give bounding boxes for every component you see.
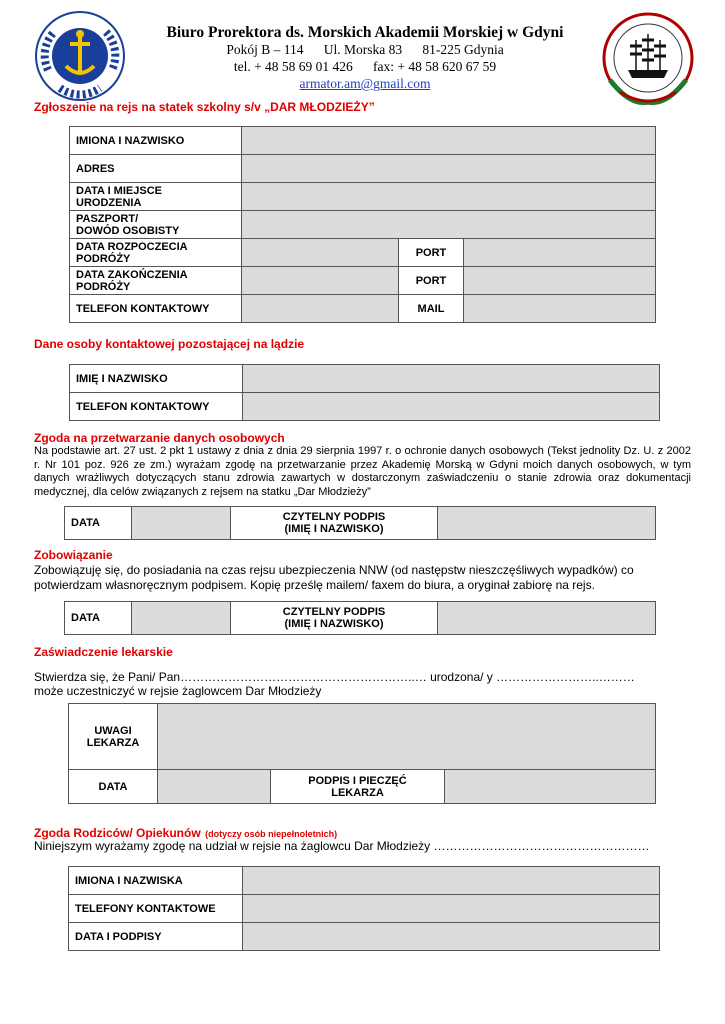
contact-name-label: IMIĘ I NAZWISKO: [70, 365, 243, 393]
start-date-field[interactable]: [242, 239, 399, 267]
mail-label: MAIL: [399, 295, 464, 323]
medical-line-2: może uczestniczyć w rejsie żaglowcem Dar Młodzieży: [34, 684, 322, 698]
application-table: [69, 126, 656, 323]
email-link[interactable]: armator.am@gmail.com: [299, 76, 431, 91]
header-title: Biuro Prorektora ds. Morskich Akademii Morskiej w Gdyni: [166, 24, 564, 41]
consent-signature-label: CZYTELNY PODPIS (IMIĘ I NAZWISKO): [231, 507, 438, 540]
medical-line-1: Stwierdza się, że Pani/ Pan…………………………………………………..… urodzona/ y ……………………..………: [34, 670, 635, 684]
academy-logo: [34, 10, 126, 102]
parents-names-label: IMIONA I NAZWISKA: [69, 867, 243, 895]
obligation-date-label: DATA: [65, 602, 132, 635]
obligation-date-field[interactable]: [132, 602, 231, 635]
contact-name-field[interactable]: [243, 365, 660, 393]
consent-signature-field[interactable]: [438, 507, 656, 540]
academy-seal-icon: [34, 10, 126, 102]
contact-phone-label: TELEFON KONTAKTOWY: [70, 393, 243, 421]
consent-date-field[interactable]: [132, 507, 231, 540]
ship-logo: [600, 10, 696, 110]
section4-heading: Zobowiązanie: [34, 548, 113, 562]
doctor-stamp-field[interactable]: [445, 770, 656, 804]
consent-signature-table: [64, 506, 656, 540]
end-port-label: PORT: [399, 267, 464, 295]
doctor-remarks-label: UWAGI LEKARZA: [69, 704, 158, 770]
start-date-label: DATA ROZPOCZECIA PODRÓŻY: [70, 239, 242, 267]
ship-badge-icon: [600, 10, 696, 110]
doctor-stamp-label: PODPIS I PIECZĘĆ LEKARZA: [271, 770, 445, 804]
doctor-remarks-field[interactable]: [158, 704, 656, 770]
obligation-signature-label: CZYTELNY PODPIS (IMIĘ I NAZWISKO): [231, 602, 438, 635]
parents-table: [68, 866, 660, 951]
parents-phones-label: TELEFONY KONTAKTOWE: [69, 895, 243, 923]
birth-label: DATA I MIEJSCE URODZENIA: [70, 183, 242, 211]
parents-phones-field[interactable]: [243, 895, 660, 923]
header-phone: tel. + 48 58 69 01 426 fax: + 48 58 620 67 59: [233, 59, 497, 74]
section1-heading: Zgłoszenie na rejs na statek szkolny s/v „DAR MŁODZIEŻY”: [34, 100, 375, 114]
medical-date-label: DATA: [69, 770, 158, 804]
contact-table: [69, 364, 660, 421]
section2-heading: Dane osoby kontaktowej pozostającej na lądzie: [34, 337, 305, 351]
birth-field[interactable]: [242, 183, 656, 211]
obligation-signature-field[interactable]: [438, 602, 656, 635]
section6-note: (dotyczy osób niepełnoletnich): [205, 829, 338, 839]
start-port-field[interactable]: [464, 239, 656, 267]
parents-names-field[interactable]: [243, 867, 660, 895]
section6-heading: Zgoda Rodziców/ Opiekunów (dotyczy osób niepełnoletnich): [34, 826, 338, 840]
address-label: ADRES: [70, 155, 242, 183]
address-field[interactable]: [242, 155, 656, 183]
names-field[interactable]: [242, 127, 656, 155]
passport-label: PASZPORT/ DOWÓD OSOBISTY: [70, 211, 242, 239]
header-address: Pokój B – 114 Ul. Morska 83 81-225 Gdynia: [226, 42, 504, 57]
medical-table: [68, 703, 656, 804]
passport-field[interactable]: [242, 211, 656, 239]
end-port-field[interactable]: [464, 267, 656, 295]
phone-field[interactable]: [242, 295, 399, 323]
contact-phone-field[interactable]: [243, 393, 660, 421]
medical-date-field[interactable]: [158, 770, 271, 804]
end-date-label: DATA ZAKOŃCZENIA PODRÓŻY: [70, 267, 242, 295]
start-port-label: PORT: [399, 239, 464, 267]
consent-date-label: DATA: [65, 507, 132, 540]
names-label: IMIONA I NAZWISKO: [70, 127, 242, 155]
phone-label: TELEFON KONTAKTOWY: [70, 295, 242, 323]
mail-field[interactable]: [464, 295, 656, 323]
end-date-field[interactable]: [242, 267, 399, 295]
parents-consent-text: Niniejszym wyrażamy zgodę na udział w rejsie na żaglowcu Dar Młodzieży ………………………………………………: [34, 839, 650, 853]
parents-date-signature-field[interactable]: [243, 923, 660, 951]
section3-heading: Zgoda na przetwarzanie danych osobowych: [34, 431, 285, 445]
consent-text: Na podstawie art. 27 ust. 2 pkt 1 ustawy z dnia z dnia 29 sierpnia 1997 r. o ochronie danych osobowych (Tekst jednolity Dz. U. z 2002 r. Nr 101 poz. 926 ze zm.) wyrażam zgodę na przetwarzanie przez Akademię Morską w Gdyni moich danych osobowych, w tym danych wrażliwych dotyczących stanu zdrowia zawartych w dostarczonym zaświadczeniu o stanie zdrowia oraz dokumentacji medycznej, dla celów związanych z rejsem na statku „Dar Młodzieży”: [34, 445, 691, 498]
obligation-signature-table: [64, 601, 656, 635]
obligation-text: Zobowiązuję się, do posiadania na czas rejsu ubezpieczenia NNW (od następstw nieszczęśliwych wypadków) co potwierdzam własnoręcznym podpisem. Kopię prześlę mailem/ faxem do biura, a oryginał zabiorę na rejs.: [34, 563, 634, 592]
parents-date-signature-label: DATA I PODPISY: [69, 923, 243, 951]
section5-heading: Zaświadczenie lekarskie: [34, 645, 173, 659]
